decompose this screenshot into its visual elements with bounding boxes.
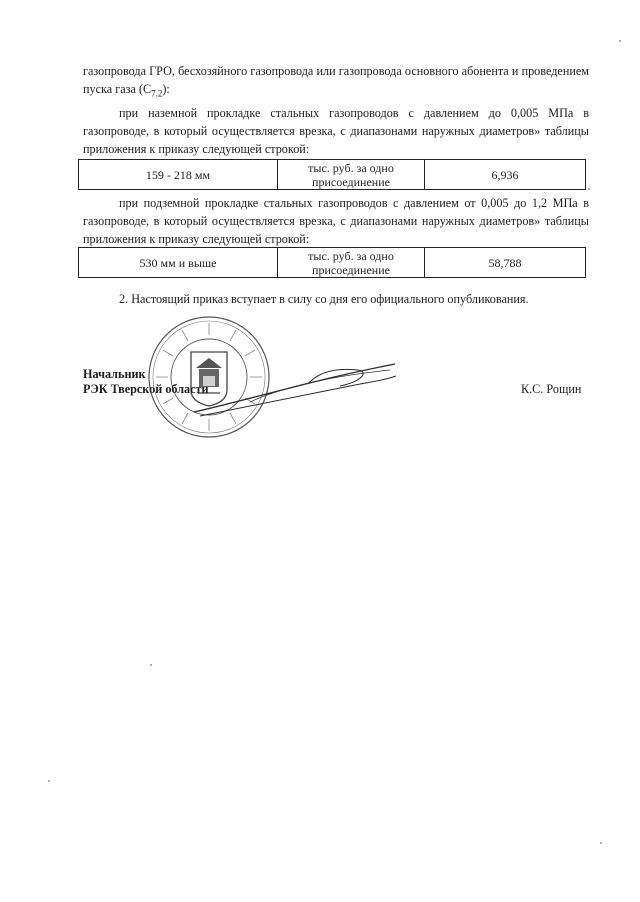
signature-position-line2: РЭК Тверской области xyxy=(83,382,209,396)
intro-text-end: ): xyxy=(162,82,170,96)
intro-text: газопровода ГРО, бесхозяйного газопровода или газопровода основного абонента и проведением пуска газа (С xyxy=(83,64,589,96)
table-row xyxy=(79,248,586,278)
diameter-cell: 530 мм и выше xyxy=(79,248,278,278)
rate-table-2 xyxy=(78,247,586,278)
unit-cell: тыс. руб. за одно присоединение xyxy=(278,160,425,190)
scan-speck xyxy=(619,40,621,42)
table-row xyxy=(79,160,586,190)
intro-paragraph xyxy=(83,62,589,102)
scan-speck xyxy=(588,188,590,190)
rate-table-1 xyxy=(78,159,586,190)
intro-subscript: 7.2 xyxy=(151,88,163,99)
scan-speck xyxy=(600,842,602,844)
scan-speck xyxy=(48,780,50,782)
section2-paragraph: при подземной прокладке стальных газопроводов с давлением от 0,005 до 1,2 МПа в газопроводе, в который осуществляется врезка, с диапазонами наружных диаметров» таблицы приложения к приказу следующей строкой: xyxy=(83,196,589,246)
signature-position-line1: Начальник xyxy=(83,367,146,381)
value-cell: 58,788 xyxy=(425,248,586,278)
value-cell: 6,936 xyxy=(425,160,586,190)
unit-cell: тыс. руб. за одно присоединение xyxy=(278,248,425,278)
clause-2: 2. Настоящий приказ вступает в силу со дня его официального опубликования. xyxy=(119,292,529,306)
diameter-cell: 159 - 218 мм xyxy=(79,160,278,190)
signatory-name: К.С. Рощин xyxy=(521,382,582,396)
scan-speck xyxy=(150,664,152,666)
handwritten-signature xyxy=(190,360,400,420)
section1-paragraph: при наземной прокладке стальных газопроводов с давлением до 0,005 МПа в газопроводе, в который осуществляется врезка, с диапазонами наружных диаметров» таблицы приложения к приказу следующей строкой: xyxy=(83,106,589,156)
